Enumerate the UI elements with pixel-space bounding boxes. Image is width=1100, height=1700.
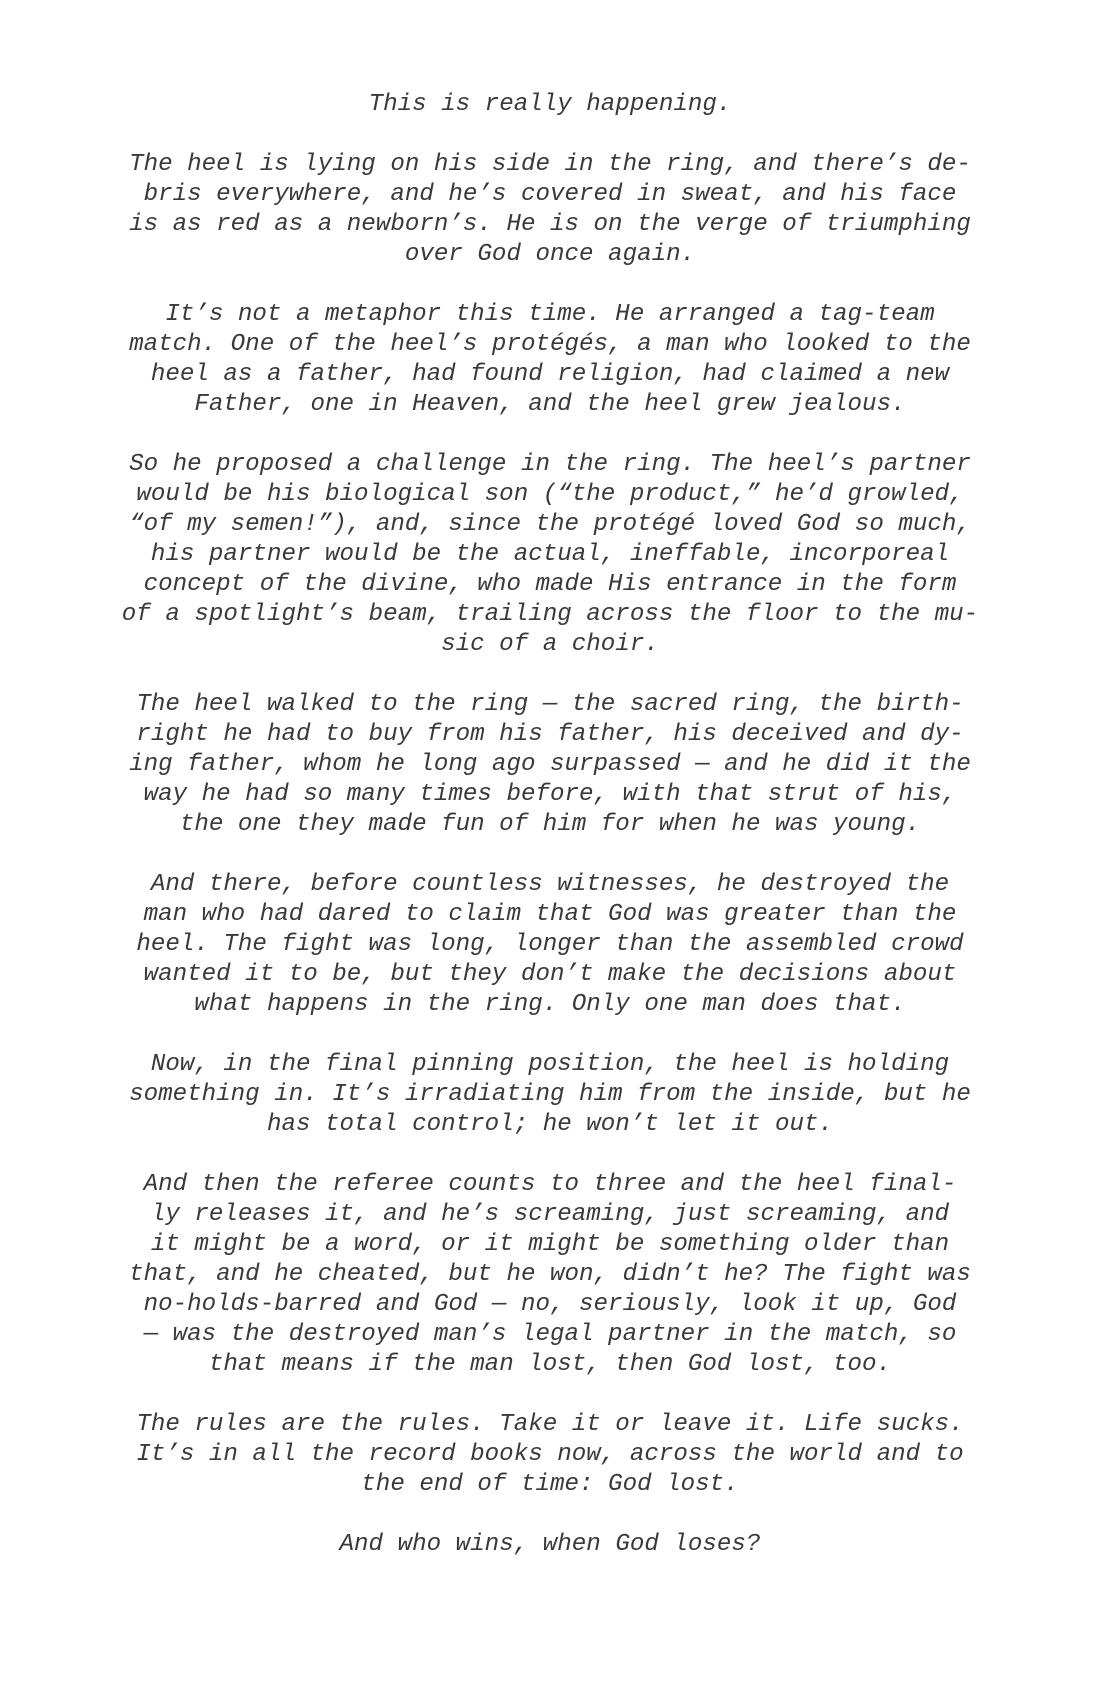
text-line: heel. The fight was long, longer than the assembled crowd <box>136 931 964 958</box>
text-line: the end of time: God lost. <box>361 1471 739 1498</box>
text-line: The heel walked to the ring — the sacred ring, the birth- <box>136 691 964 718</box>
text-line: The heel is lying on his side in the ring, and there’s de- <box>129 151 971 178</box>
text-line: way he had so many times before, with that strut of his, <box>143 781 957 808</box>
text-line: ing father, whom he long ago surpassed — and he did it the <box>129 751 971 778</box>
text-line: ly releases it, and he’s screaming, just screaming, and <box>150 1201 950 1228</box>
text-line: what happens in the ring. Only one man does that. <box>194 991 906 1018</box>
text-line: no-holds-barred and God — no, seriously, look it up, God <box>143 1291 957 1318</box>
text-line: sic of a choir. <box>441 631 659 658</box>
text-line: This is really happening. <box>368 91 732 118</box>
paragraph <box>105 690 995 840</box>
text-line: “of my semen!”), and, since the protégé loved God so much, <box>129 511 971 538</box>
text-line: of a spotlight’s beam, trailing across the floor to the mu- <box>121 601 979 628</box>
text-line: It’s in all the record books now, across the world and to <box>136 1441 964 1468</box>
text-line: wanted it to be, but they don’t make the decisions about <box>143 961 957 988</box>
text-line: concept of the divine, who made His entrance in the form <box>143 571 957 598</box>
text-line: would be his biological son (“the product,” he’d growled, <box>136 481 964 508</box>
text-line: — was the destroyed man’s legal partner in the match, so <box>143 1321 957 1348</box>
paragraph <box>105 1530 995 1560</box>
text-line: The rules are the rules. Take it or leave it. Life sucks. <box>136 1411 964 1438</box>
text-line: heel as a father, had found religion, had claimed a new <box>150 361 950 388</box>
text-line: match. One of the heel’s protégés, a man who looked to the <box>129 331 971 358</box>
text-line: his partner would be the actual, ineffable, incorporeal <box>150 541 950 568</box>
text-line: man who had dared to claim that God was greater than the <box>143 901 957 928</box>
text-line: And then the referee counts to three and the heel final- <box>143 1171 957 1198</box>
paragraph <box>105 1050 995 1140</box>
text-line: something in. It’s irradiating him from the inside, but he <box>129 1081 971 1108</box>
body-text <box>105 90 995 1590</box>
text-line: Father, one in Heaven, and the heel grew jealous. <box>194 391 906 418</box>
text-line: that, and he cheated, but he won, didn’t he? The fight was <box>129 1261 971 1288</box>
text-line: has total control; he won’t let it out. <box>266 1111 834 1138</box>
text-line: It’s not a metaphor this time. He arranged a tag-team <box>165 301 935 328</box>
text-line: the one they made fun of him for when he was young. <box>179 811 921 838</box>
text-line: So he proposed a challenge in the ring. The heel’s partner <box>129 451 971 478</box>
paragraph <box>105 1410 995 1500</box>
paragraph <box>105 300 995 420</box>
text-line: right he had to buy from his father, his deceived and dy- <box>136 721 964 748</box>
text-line: bris everywhere, and he’s covered in sweat, and his face <box>143 181 957 208</box>
paragraph <box>105 150 995 270</box>
text-line: it might be a word, or it might be something older than <box>150 1231 950 1258</box>
paragraph <box>105 90 995 120</box>
text-line: Now, in the final pinning position, the heel is holding <box>150 1051 950 1078</box>
paragraph <box>105 870 995 1020</box>
paragraph <box>105 1170 995 1380</box>
paragraph <box>105 450 995 660</box>
text-line: And there, before countless witnesses, he destroyed the <box>150 871 950 898</box>
text-line: And who wins, when God loses? <box>339 1531 761 1558</box>
text-line: that means if the man lost, then God lost, too. <box>208 1351 892 1378</box>
text-line: is as red as a newborn’s. He is on the verge of triumphing <box>129 211 971 238</box>
text-line: over God once again. <box>404 241 696 268</box>
